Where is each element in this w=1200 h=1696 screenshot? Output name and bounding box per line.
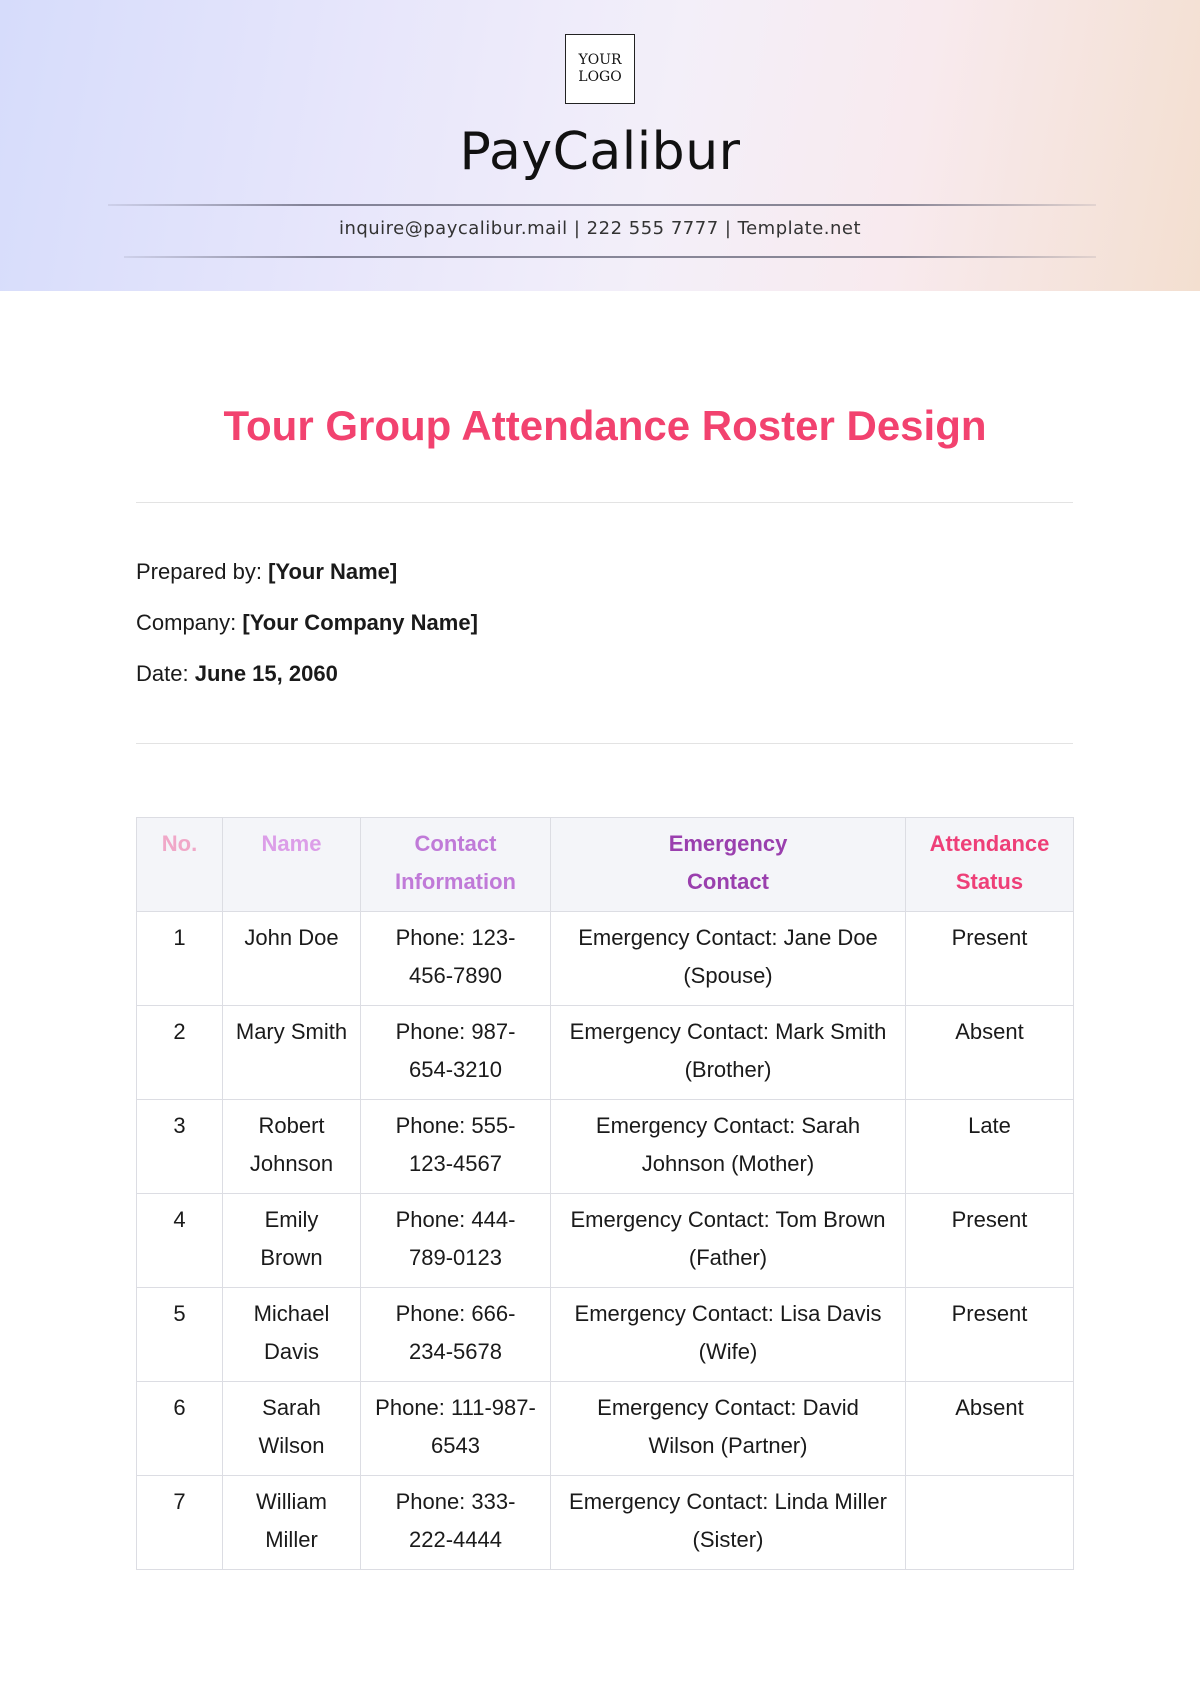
header-attendance-status (906, 818, 1074, 912)
cell-contact (361, 1100, 551, 1194)
cell-emergency (551, 1100, 906, 1194)
cell-status-text: Present (951, 1207, 1028, 1232)
cell-no-text: 4 (173, 1207, 186, 1232)
cell-contact-text: 123-4567 (409, 1151, 502, 1176)
header-emergency-line-2: Contact (687, 869, 769, 894)
header-name: Name (223, 818, 361, 912)
table-row (137, 1288, 1074, 1382)
cell-emergency-text: (Wife) (698, 1339, 758, 1364)
header-contact-line-2: Information (395, 869, 516, 894)
cell-contact (361, 1382, 551, 1476)
divider-top (136, 502, 1073, 503)
cell-status-text: Present (951, 925, 1028, 950)
cell-no-text: 7 (173, 1489, 186, 1514)
cell-contact-text: Phone: 666- (395, 1301, 516, 1326)
contact-line: inquire@paycalibur.mail | 222 555 7777 | Template.net (338, 218, 862, 239)
cell-emergency-text: Emergency Contact: David (597, 1395, 859, 1420)
prepared-by-value: [Your Name] (268, 559, 398, 584)
cell-contact-text: 654-3210 (409, 1057, 502, 1082)
date-value: June 15, 2060 (194, 661, 338, 686)
logo-line-2: LOGO (578, 69, 622, 85)
cell-name-text: Robert (258, 1113, 325, 1138)
cell-no (137, 1006, 223, 1100)
cell-contact (361, 1476, 551, 1570)
cell-name-text: Mary Smith (235, 1019, 348, 1044)
cell-status (906, 1476, 1074, 1570)
cell-contact (361, 912, 551, 1006)
header-rule-top (108, 204, 1096, 206)
cell-no (137, 1288, 223, 1382)
header-status-line-1: Attendance (929, 831, 1050, 856)
cell-no-text: 3 (173, 1113, 186, 1138)
cell-status (906, 1288, 1074, 1382)
cell-emergency (551, 1288, 906, 1382)
cell-no (137, 912, 223, 1006)
cell-no (137, 1194, 223, 1288)
cell-contact (361, 1194, 551, 1288)
table-row (137, 1382, 1074, 1476)
cell-contact-text: Phone: 555- (395, 1113, 516, 1138)
table-row (137, 912, 1074, 1006)
document-title: Tour Group Attendance Roster Design (223, 402, 987, 449)
company-logo (565, 34, 635, 104)
cell-no-text: 2 (173, 1019, 186, 1044)
cell-emergency-text: (Father) (688, 1245, 768, 1270)
cell-no (137, 1476, 223, 1570)
cell-contact (361, 1288, 551, 1382)
cell-contact-text: Phone: 111-987- (375, 1395, 536, 1420)
cell-status-text: Absent (955, 1019, 1024, 1044)
cell-emergency-text: Emergency Contact: Lisa Davis (574, 1301, 882, 1326)
cell-contact-text: 234-5678 (409, 1339, 502, 1364)
cell-emergency-text: (Sister) (692, 1527, 764, 1552)
cell-no-text: 6 (173, 1395, 186, 1420)
company-label: Company: (136, 610, 243, 635)
cell-name-text: Michael (253, 1301, 330, 1326)
cell-status (906, 1194, 1074, 1288)
cell-emergency (551, 912, 906, 1006)
header-contact-information (361, 818, 551, 912)
company-value: [Your Company Name] (242, 610, 478, 635)
cell-emergency (551, 1194, 906, 1288)
cell-emergency-text: Johnson (Mother) (641, 1151, 815, 1176)
cell-contact-text: 456-7890 (409, 963, 502, 988)
header-rule-bottom (124, 256, 1096, 258)
table-row (137, 1006, 1074, 1100)
cell-emergency (551, 1006, 906, 1100)
attendance-table (136, 817, 1074, 1570)
cell-emergency-text: Emergency Contact: Sarah (595, 1113, 861, 1138)
cell-emergency-text: (Spouse) (683, 963, 773, 988)
cell-name (223, 1476, 361, 1570)
cell-emergency-text: Emergency Contact: Tom Brown (570, 1207, 886, 1232)
cell-name-text: Johnson (249, 1151, 334, 1176)
cell-no (137, 1100, 223, 1194)
logo-line-1: YOUR (578, 52, 622, 68)
cell-contact-text: 6543 (431, 1433, 480, 1458)
cell-name (223, 1194, 361, 1288)
cell-name-text: Sarah (262, 1395, 321, 1420)
cell-name (223, 1288, 361, 1382)
cell-emergency-text: (Brother) (684, 1057, 772, 1082)
cell-status-text: Late (968, 1113, 1011, 1138)
cell-contact-text: Phone: 987- (395, 1019, 516, 1044)
prepared-by-label: Prepared by: (136, 559, 269, 584)
cell-name (223, 1382, 361, 1476)
meta-date (136, 661, 338, 687)
cell-contact-text: Phone: 444- (395, 1207, 516, 1232)
cell-emergency (551, 1382, 906, 1476)
cell-name-text: Wilson (258, 1433, 325, 1458)
header-emergency-line-1: Emergency (668, 831, 788, 856)
table-header-row (137, 818, 1074, 912)
cell-no-text: 5 (173, 1301, 186, 1326)
cell-status (906, 1382, 1074, 1476)
cell-contact-text: 789-0123 (409, 1245, 502, 1270)
cell-status (906, 1100, 1074, 1194)
table-row (137, 1194, 1074, 1288)
letterhead-banner (0, 0, 1200, 291)
brand-name: PayCalibur (459, 122, 741, 182)
cell-name-text: Davis (263, 1339, 319, 1364)
header-no: No. (137, 818, 223, 912)
cell-status-text: Present (951, 1301, 1028, 1326)
meta-company (136, 610, 478, 636)
cell-contact (361, 1006, 551, 1100)
date-label: Date: (136, 661, 195, 686)
cell-emergency-text: Emergency Contact: Jane Doe (578, 925, 878, 950)
cell-emergency (551, 1476, 906, 1570)
cell-name (223, 912, 361, 1006)
header-contact-line-1: Contact (414, 831, 497, 856)
cell-status-text: Absent (955, 1395, 1024, 1420)
header-status-line-2: Status (955, 869, 1024, 894)
cell-contact-text: Phone: 123- (395, 925, 516, 950)
cell-name (223, 1006, 361, 1100)
cell-emergency-text: Emergency Contact: Linda Miller (569, 1489, 887, 1514)
divider-bottom (136, 743, 1073, 744)
cell-name-text: Miller (265, 1527, 318, 1552)
cell-contact-text: Phone: 333- (395, 1489, 516, 1514)
cell-emergency-text: Emergency Contact: Mark Smith (569, 1019, 887, 1044)
header-emergency-contact (551, 818, 906, 912)
cell-name-text: John Doe (244, 925, 339, 950)
cell-name-text: Brown (260, 1245, 323, 1270)
cell-contact-text: 222-4444 (409, 1527, 502, 1552)
cell-name-text: Emily (264, 1207, 319, 1232)
cell-no (137, 1382, 223, 1476)
cell-status (906, 1006, 1074, 1100)
cell-name-text: William (256, 1489, 327, 1514)
cell-name (223, 1100, 361, 1194)
cell-status (906, 912, 1074, 1006)
cell-no-text: 1 (173, 925, 186, 950)
cell-emergency-text: Wilson (Partner) (648, 1433, 808, 1458)
meta-prepared-by (136, 559, 397, 585)
table-row (137, 1100, 1074, 1194)
table-row (137, 1476, 1074, 1570)
